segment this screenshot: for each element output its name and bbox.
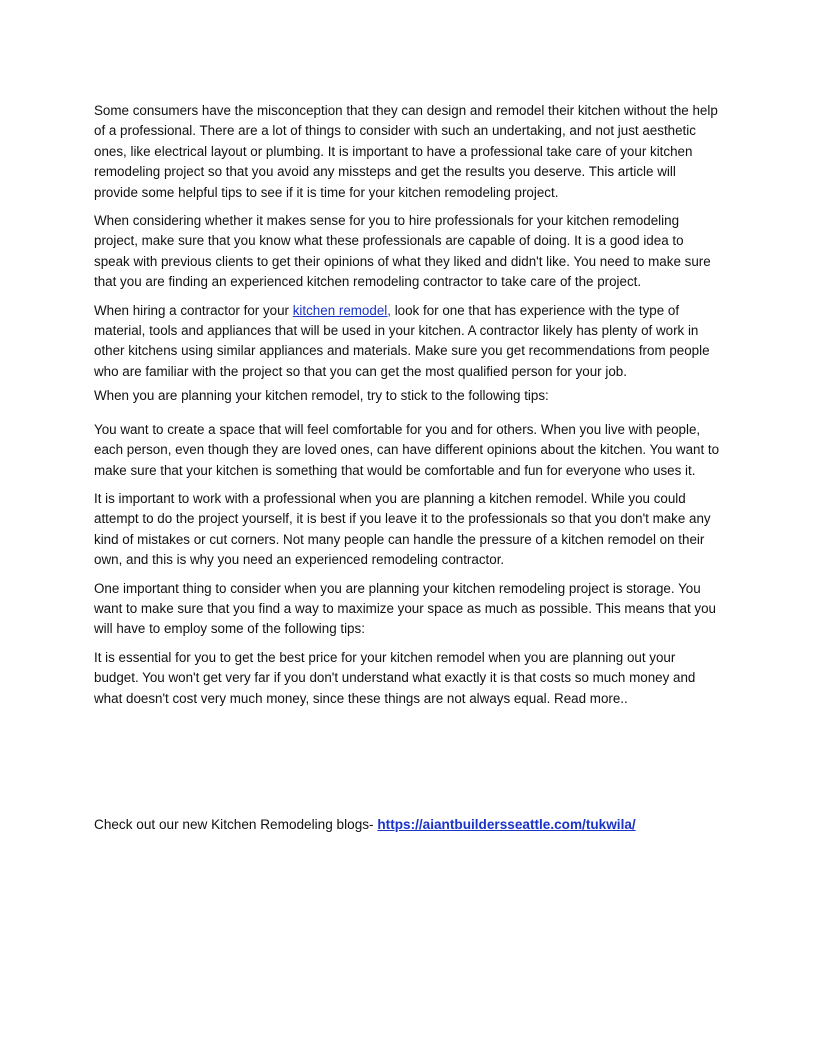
paragraph-work-with-professional: It is important to work with a professional when you are planning a kitchen remodel. While you could attempt to do the project yourself, it is best if you leave it to the professionals so that you don't make any kind of mistakes or cut corners. Not many people can handle the pressure of a kitchen remodel on their own, and this is why you need an experienced remodeling contractor. bbox=[94, 490, 711, 568]
paragraph-storage: One important thing to consider when you are planning your kitchen remodeling project is storage. You want to make sure that you find a way to maximize your space as much as possible. This means that you will have to employ some of the following tips: bbox=[94, 580, 716, 637]
paragraph-hiring-contractor bbox=[94, 301, 722, 383]
blog-url-link[interactable]: https://aiantbuildersseattle.com/tukwila/ bbox=[377, 817, 636, 832]
paragraph-planning-tips: When you are planning your kitchen remodel, try to stick to the following tips: bbox=[94, 388, 549, 404]
article-body bbox=[94, 101, 722, 717]
kitchen-remodel-link[interactable]: kitchen remodel, bbox=[292, 302, 391, 318]
paragraph-best-price: It is essential for you to get the best price for your kitchen remodel when you are planning out your budget. You won't get very far if you don't understand what exactly it is that costs so much money and what doesn't cost very much money, since these things are not always equal. Read more.. bbox=[94, 649, 696, 706]
paragraph-comfortable-space: You want to create a space that will feel comfortable for you and for others. When you live with people, each person, even though they are loved ones, can have different opinions about the kitchen. You want to make sure that your kitchen is something that would be comfortable and fun for everyone who uses it. bbox=[94, 421, 720, 478]
paragraph-hiring-contractor-rest: look for one that has experience with the type of material, tools and appliances that will be used in your kitchen. A contractor likely has plenty of work in other kitchens using similar appliances and materials. Make sure you get recommendations from people who are familiar with the project so that you can get the most qualified person for your job. bbox=[94, 302, 710, 379]
paragraph-hiring-contractor-lead: When hiring a contractor for your bbox=[94, 302, 293, 318]
paragraph-misconception: Some consumers have the misconception that they can design and remodel their kitchen without the help of a professional. There are a lot of things to consider with such an undertaking, and not just aesthetic ones, like electrical layout or plumbing. It is important to have a professional take care of your kitchen remodeling project so that you avoid any missteps and get the results you deserve. This article will provide some helpful tips to see if it is time for your kitchen remodeling project. bbox=[94, 103, 718, 200]
blog-promo-text: Check out our new Kitchen Remodeling blogs- bbox=[94, 817, 378, 832]
blog-promo-line bbox=[94, 815, 734, 835]
paragraph-hire-professionals: When considering whether it makes sense for you to hire professionals for your kitchen remodeling project, make sure that you know what these professionals are capable of doing. It is a good idea to speak with previous clients to get their opinions of what they liked and didn't like. You need to make sure that you are finding an experienced kitchen remodeling contractor to take care of the project. bbox=[94, 213, 711, 290]
